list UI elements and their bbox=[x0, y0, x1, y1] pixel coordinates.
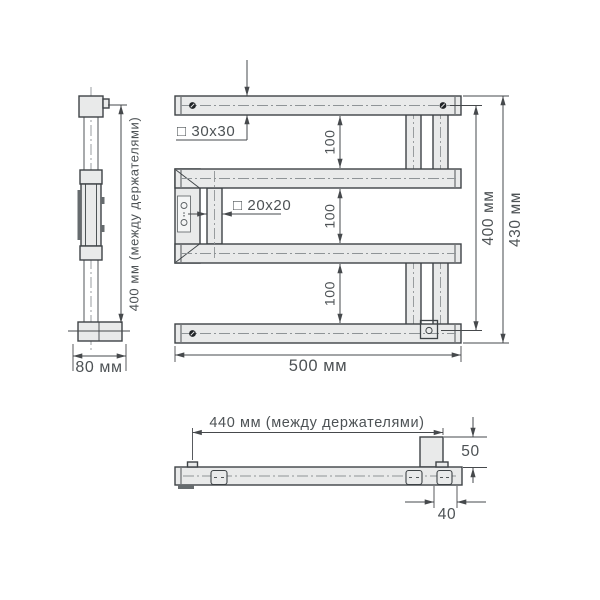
side-collar-bottom bbox=[80, 246, 102, 260]
top-foot-pad bbox=[178, 485, 194, 489]
top-clip-1 bbox=[211, 471, 227, 485]
mount-screw-top-left bbox=[189, 102, 196, 109]
side-depth-dimension bbox=[73, 344, 126, 376]
side-top-holder bbox=[79, 96, 103, 117]
mounting-height-label: 400 мм bbox=[480, 190, 497, 246]
bracket-depth-label: 40 bbox=[437, 506, 457, 523]
mount-screw-bottom-left bbox=[189, 330, 196, 337]
crossbar-20x20-callout bbox=[188, 197, 291, 214]
mount-screw-top-right bbox=[440, 102, 447, 109]
top-left-holder-nub bbox=[188, 462, 198, 467]
spacing-label-2: 100 bbox=[321, 203, 338, 229]
front-view bbox=[175, 60, 524, 375]
spacing-label-3: 100 bbox=[321, 280, 338, 307]
bracket-height-label: 50 bbox=[461, 443, 480, 460]
bracket-depth-dimension bbox=[405, 486, 486, 523]
spacing-dimension-3 bbox=[322, 264, 341, 323]
side-front-strip bbox=[78, 190, 82, 240]
top-clip-3 bbox=[437, 471, 452, 485]
spacing-dimension-2 bbox=[322, 189, 341, 243]
overall-height-label: 430 мм bbox=[507, 191, 524, 248]
mounting-height-dimension bbox=[441, 106, 497, 331]
side-nub-1 bbox=[101, 197, 105, 204]
crossbar-20x20-label: □ 20x20 bbox=[233, 197, 292, 214]
overall-width-label: 500 мм bbox=[288, 357, 348, 375]
side-collar-top bbox=[80, 170, 102, 184]
side-mid-body bbox=[81, 184, 101, 246]
overall-width-dimension bbox=[175, 346, 461, 375]
holders-width-label: 440 мм (между держателями) bbox=[209, 415, 425, 431]
side-depth-label: 80 мм bbox=[75, 359, 123, 376]
side-height-label: 400 мм (между держателями) bbox=[126, 116, 142, 312]
side-view bbox=[68, 87, 142, 376]
side-height-dimension bbox=[121, 105, 142, 323]
side-nub-2 bbox=[101, 225, 105, 232]
holders-width-dimension bbox=[193, 415, 444, 460]
side-top-holder-nub bbox=[103, 99, 109, 108]
spacing-dimension-1 bbox=[322, 116, 341, 168]
profile-30x30-label: □ 30x30 bbox=[177, 123, 236, 140]
top-right-holder-nub bbox=[436, 462, 448, 467]
top-clip-2 bbox=[406, 471, 422, 485]
side-bottom-holder bbox=[78, 322, 122, 341]
spacing-label-1: 100 bbox=[321, 129, 338, 155]
top-view bbox=[175, 415, 487, 523]
